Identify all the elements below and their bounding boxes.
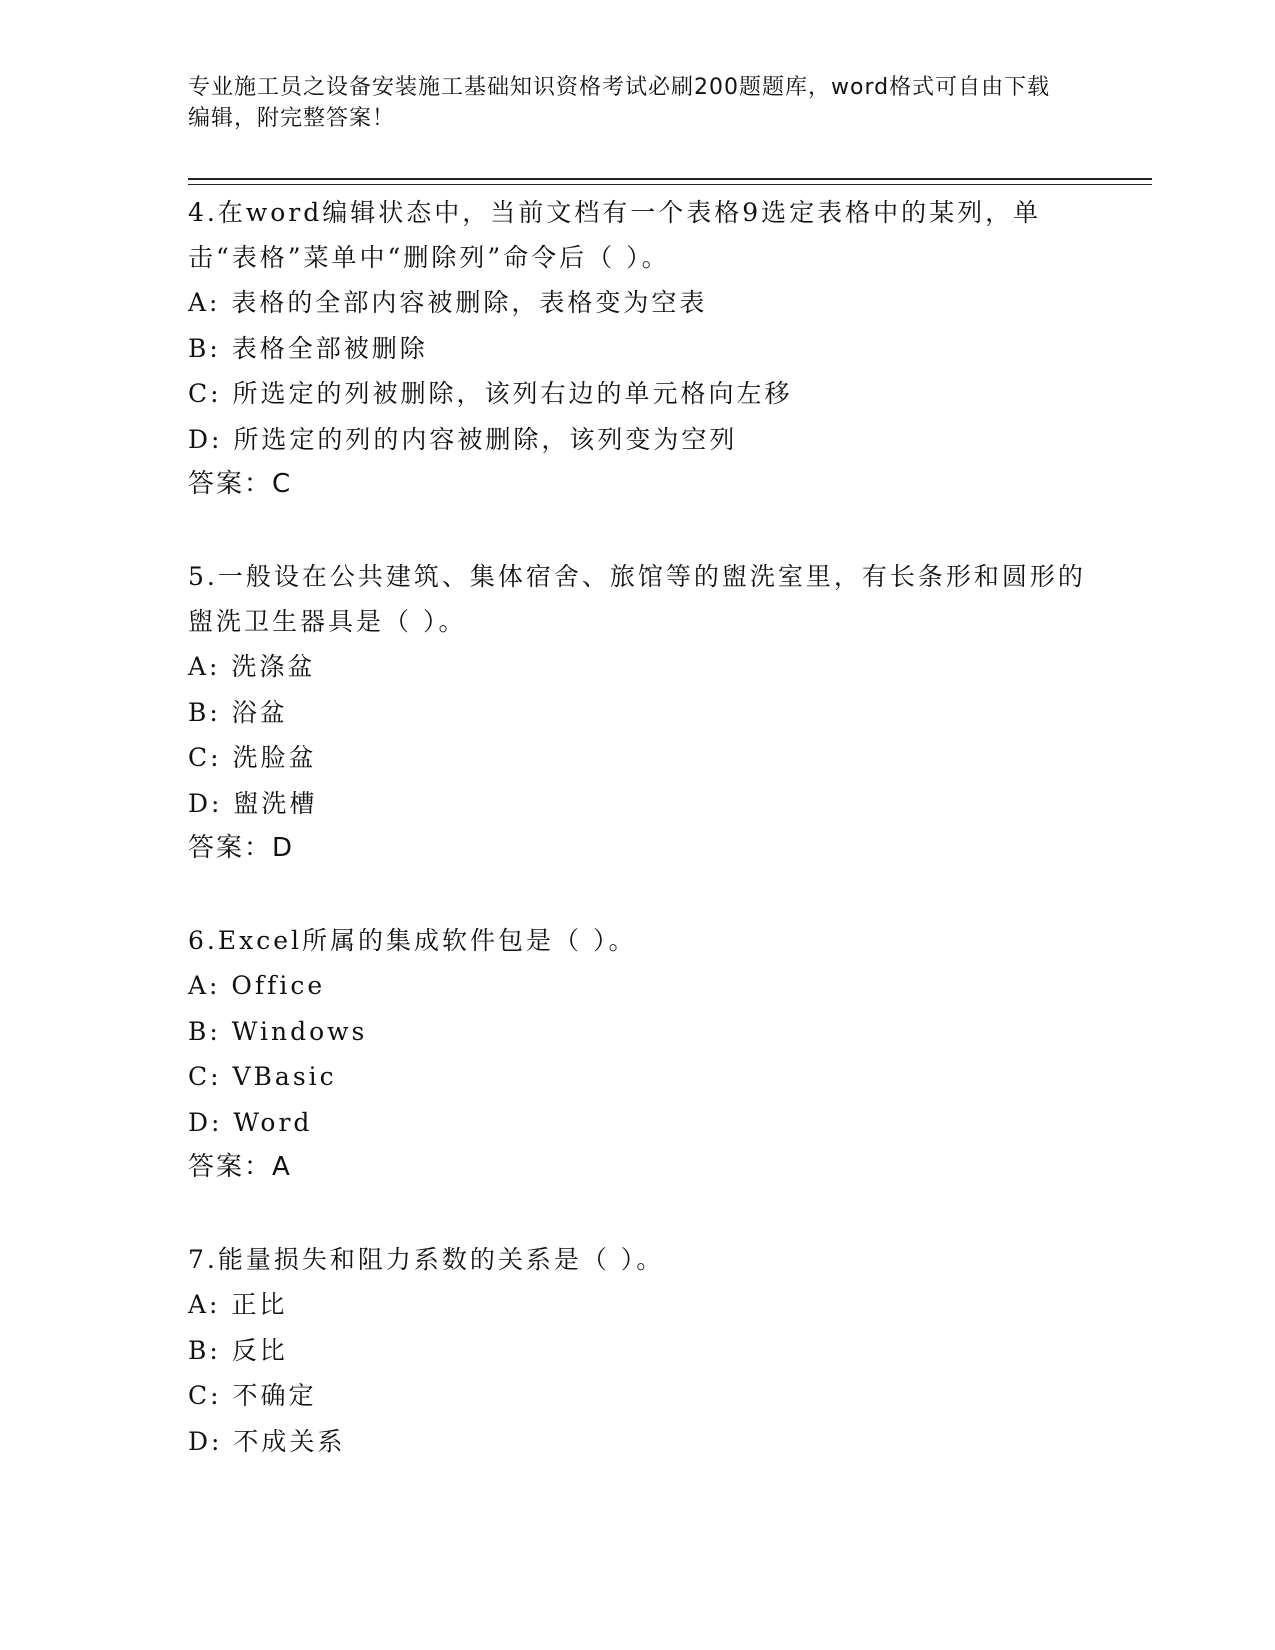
answer-line: 答案：A [188,1152,292,1182]
option-a: A: Office [188,971,326,1000]
question-spacer [188,871,1088,918]
header-rule-thick [188,178,1152,180]
answer-line: 答案：C [188,469,293,499]
question-list [188,190,1088,1464]
option-a: A: 洗涤盆 [188,652,316,681]
option-d: D: Word [188,1107,313,1137]
option-b: B: 表格全部被删除 [188,333,428,363]
option-a: A: 表格的全部内容被删除，表格变为空表 [188,288,708,317]
option-c: C: 所选定的列被删除，该列右边的单元格向左移 [188,379,793,408]
option-a: A: 正比 [188,1290,288,1319]
option-d: D: 盥洗槽 [188,788,318,818]
question-text: 5.一般设在公共建筑、集体宿舍、旅馆等的盥洗室里，有长条形和圆形的盥洗卫生器具是（ ）。 [188,562,1086,636]
question-7 [188,1237,1088,1464]
option-b: B: 浴盆 [188,697,288,727]
option-d: D: 不成关系 [188,1426,346,1456]
document-header: 专业施工员之设备安装施工基础知识资格考试必刷200题题库，word格式可自由下载编辑，附完整答案！ [188,75,1051,131]
answer-line: 答案：D [188,833,295,863]
question-text: 4.在word编辑状态中，当前文档有一个表格9选定表格中的某列，单击“表格”菜单中“删除列”命令后（ ）。 [188,198,1042,272]
option-c: C: VBasic [188,1062,337,1091]
question-text: 6.Excel所属的集成软件包是（ ）。 [188,926,637,955]
question-spacer [188,1190,1088,1237]
option-b: B: Windows [188,1016,368,1046]
question-6 [188,918,1088,1190]
header-rule-thin [188,184,1152,185]
option-d: D: 所选定的列的内容被删除，该列变为空列 [188,424,738,454]
option-c: C: 洗脸盆 [188,743,317,772]
question-spacer [188,507,1088,554]
option-b: B: 反比 [188,1335,288,1365]
question-5 [188,554,1088,871]
question-4 [188,190,1088,507]
question-text: 7.能量损失和阻力系数的关系是（ ）。 [188,1245,665,1274]
option-c: C: 不确定 [188,1381,317,1410]
